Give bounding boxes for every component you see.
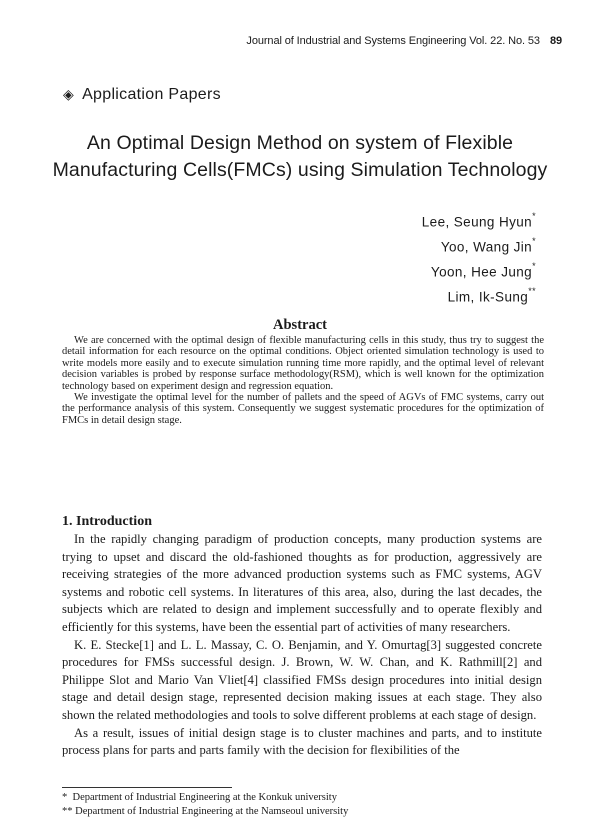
section-label [63, 86, 221, 104]
abstract-paragraph: We investigate the optimal level for the number of pallets and the speed of AGVs of FMC systems, carry out the performance analysis of this system. Consequently we suggest systematic procedures for the optimization of FMCs in detail design stage. [62, 392, 544, 426]
affiliation-mark: * [532, 211, 536, 221]
diamond-icon: ◈ [63, 86, 75, 102]
affiliation-mark: ** [528, 286, 536, 296]
footnote-divider [62, 787, 232, 788]
author-name: Lim, Ik-Sung [447, 289, 529, 305]
author-list [422, 208, 536, 308]
author-name: Yoon, Hee Jung [430, 264, 533, 280]
section-heading: 1. Introduction [62, 514, 152, 529]
section-label-text: Application Papers [82, 86, 221, 103]
footnote-mark: ** [62, 806, 73, 817]
body-paragraph: In the rapidly changing paradigm of production concepts, many production systems are trying to upset and discard the old-fashioned thoughts as for production, aggressively are receiving strategies of the more advanced production systems such as FMC systems, AGV systems and robotic cell systems. In literatures of this area, also, during the last decades, the subjects which are related to design and implement successfully and to operate flexibly and efficiently for this systems, have been the essential part of activities of many researchers. [62, 532, 542, 634]
abstract-heading: Abstract [273, 317, 327, 333]
author [422, 258, 536, 283]
page-number: 89 [549, 35, 562, 47]
title-line-1: An Optimal Design Method on system of Flexible [86, 132, 514, 154]
author [422, 283, 536, 308]
paper-title [0, 130, 600, 184]
body-paragraph: As a result, issues of initial design stage is to cluster machines and parts, and to institute process plans for parts and parts family with the decision for flexibilities of the [62, 725, 542, 758]
footnote-mark: * [62, 792, 68, 803]
footnote-text: Department of Industrial Engineering at the Namseoul university [75, 806, 349, 817]
introduction-body [62, 531, 542, 760]
footnote-text: Department of Industrial Engineering at the Konkuk university [72, 792, 337, 803]
journal-info: Journal of Industrial and Systems Engineering Vol. 22. No. 53 [246, 35, 540, 47]
abstract-paragraph: We are concerned with the optimal design of flexible manufacturing cells in this study, thus try to suggest the detail information for each resource on the optimal conditions. Object oriented simulation technology is used to write models more easily and to execute simulation running time more rapidly, and the optimal level of relevant decision variables is probed by response surface methodology(RSM), which is well known for the optimization technology based on experiment design and regression equation. [62, 335, 544, 392]
author-name: Yoo, Wang Jin [440, 239, 533, 255]
body-paragraph: K. E. Stecke[1] and L. L. Massay, C. O. Benjamin, and Y. Omurtag[3] suggested concrete procedures for FMSs successful design. J. Brown, W. W. Chan, and K. Rathmill[2] and Philippe Slot and Mario Van Vliet[4] classified FMSs design procedures into initial design stage and detail design stage, represented decision making issues at each stage. They also shown the related methodologies and tools to solve different problems at each stage of design. [62, 637, 542, 722]
affiliation-mark: * [532, 236, 536, 246]
abstract-body [62, 335, 544, 426]
footnote [62, 791, 348, 805]
footnote [62, 805, 348, 819]
title-line-2: Manufacturing Cells(FMCs) using Simulation Technology [52, 159, 548, 181]
footnotes [62, 791, 348, 819]
author [422, 233, 536, 258]
author-name: Lee, Seung Hyun [421, 214, 533, 230]
running-header [246, 35, 562, 47]
affiliation-mark: * [532, 261, 536, 271]
author [422, 208, 536, 233]
